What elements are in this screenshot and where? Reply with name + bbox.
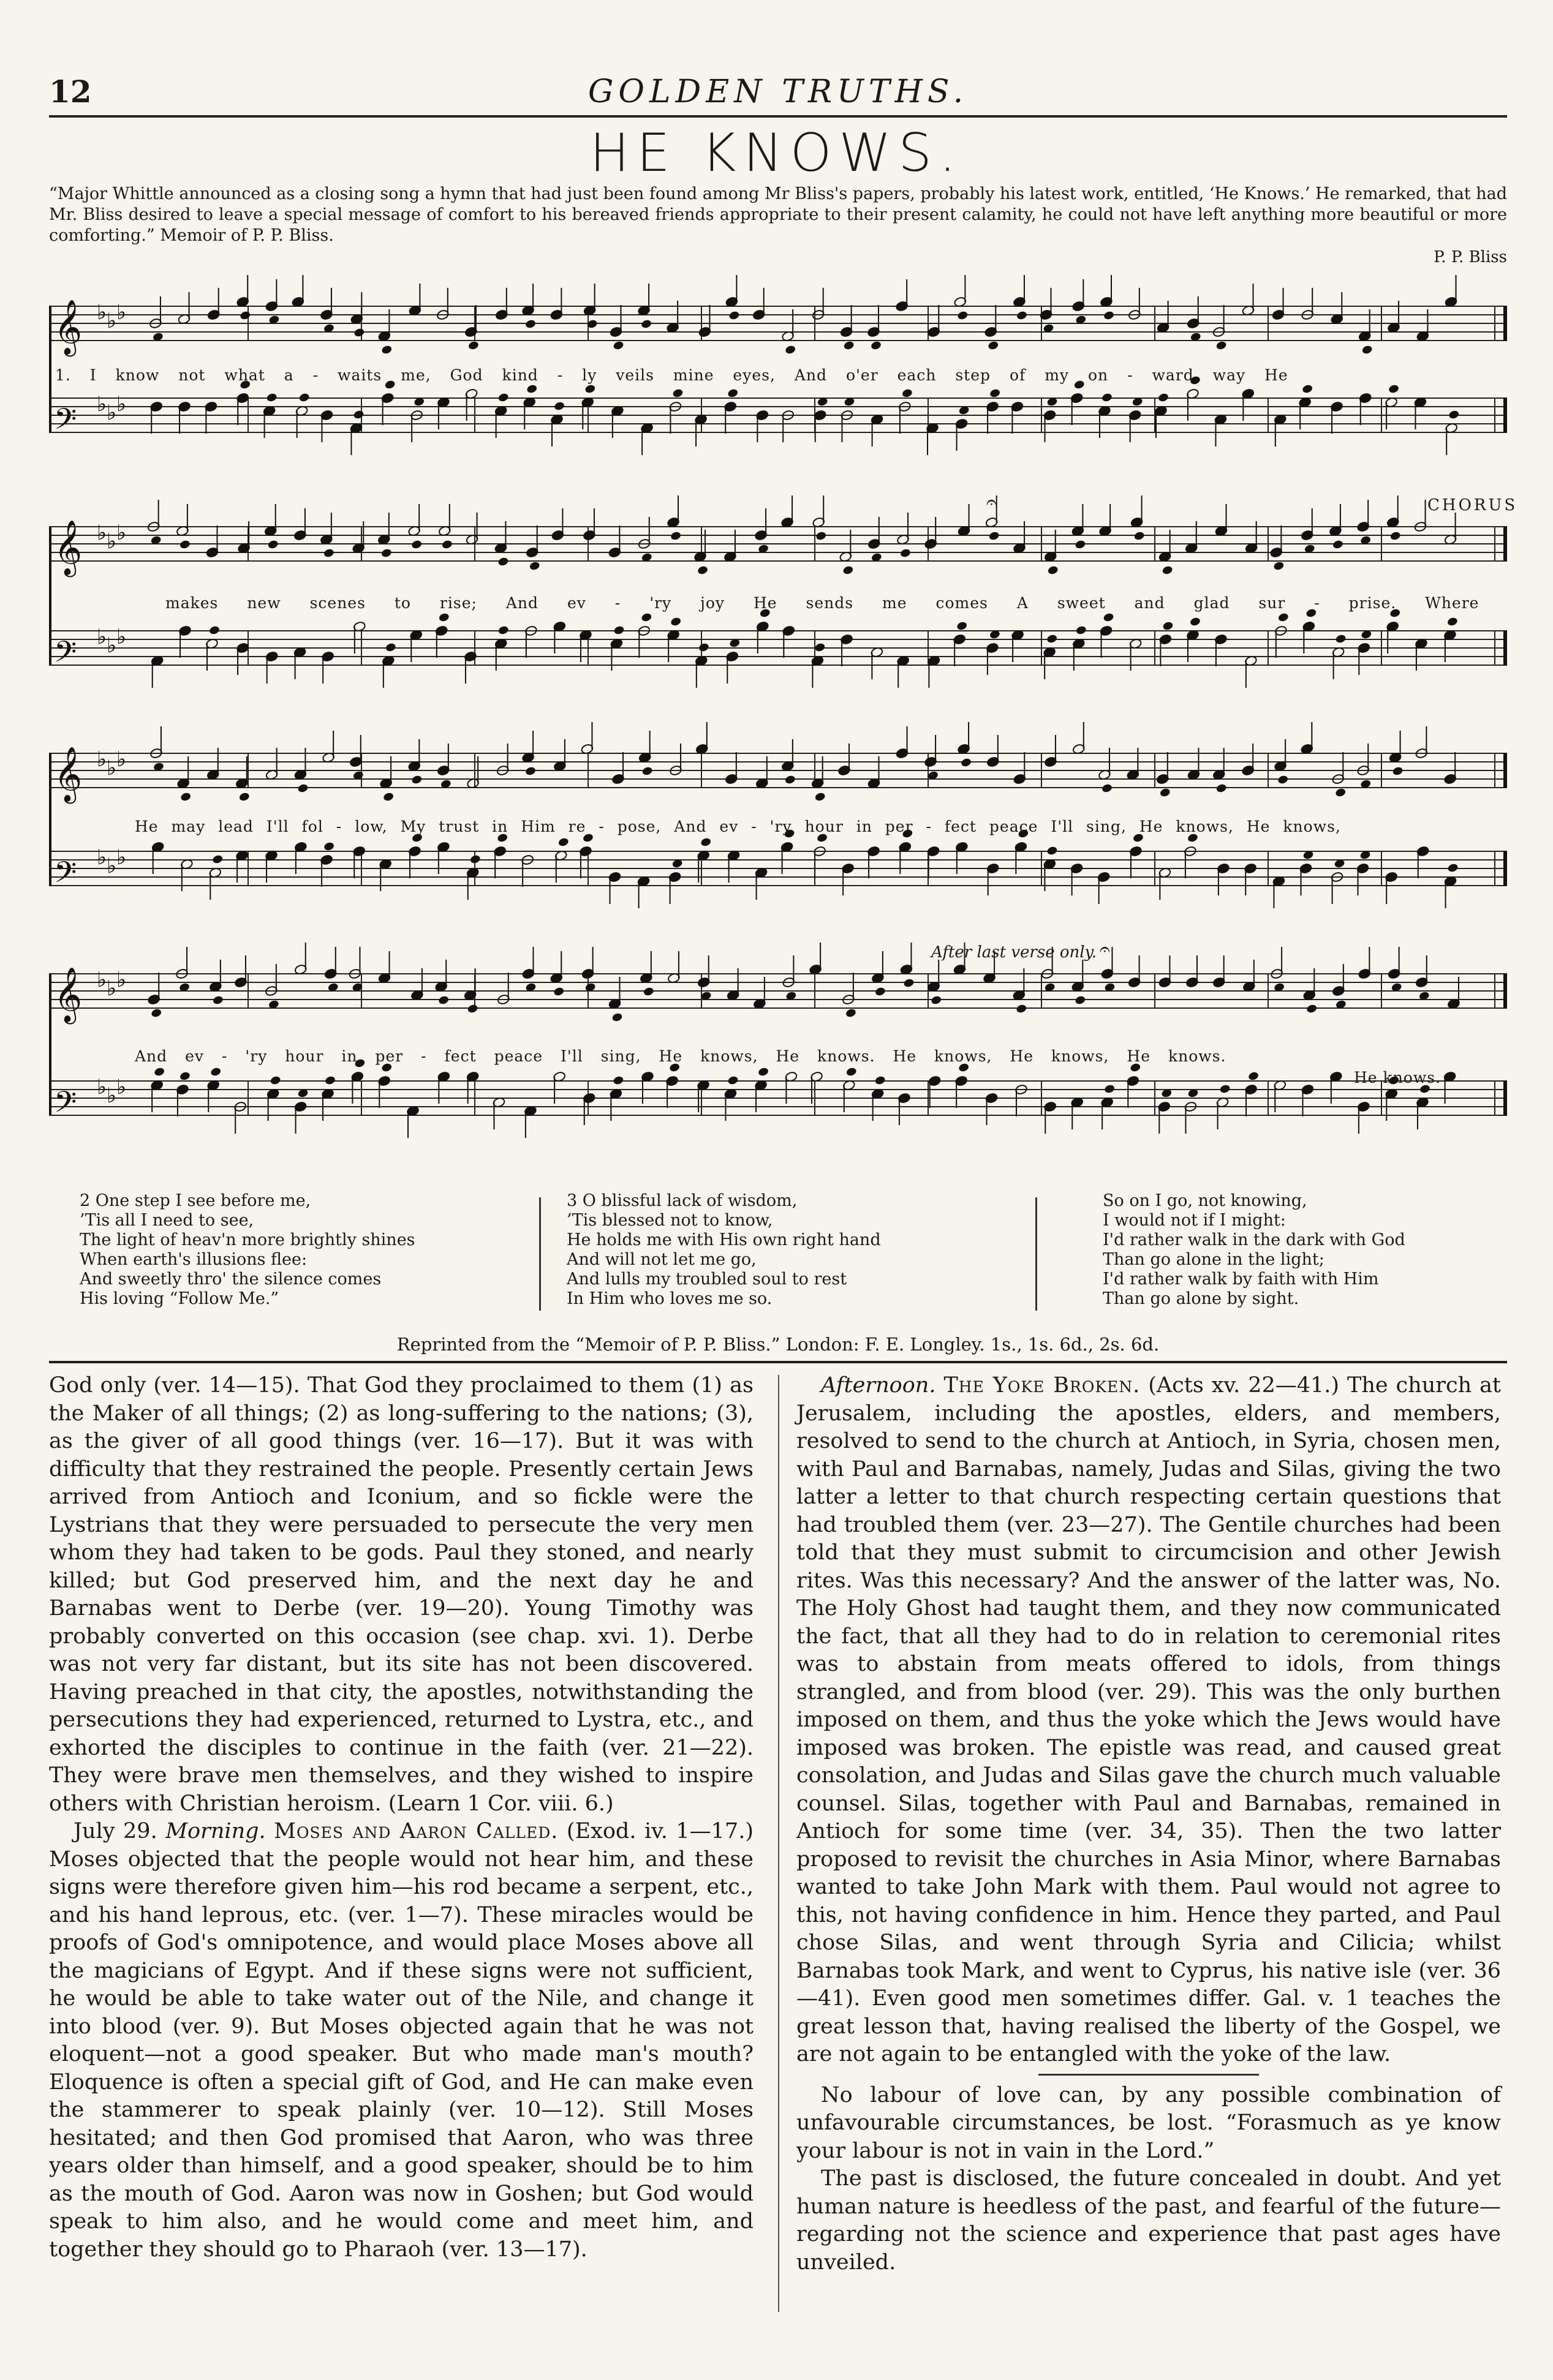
- note-head: [641, 612, 652, 623]
- page-number: 12: [49, 73, 92, 110]
- note-head: [1075, 995, 1086, 1006]
- note-head: [1215, 783, 1227, 794]
- note-head: [411, 540, 423, 550]
- note-head: [497, 557, 509, 567]
- entry-body: (Exod. iv. 1—17.) Moses objected that the people would not hear him, and these signs were therefore given him—his rod became a serpent, etc., and his hand leprous, etc. (ver. 1—7). These miracles would be proofs of God's omnipotence, and would place Moses above all the magicians of Egypt. And if these signs were not sufficient, he would be able to take water out of the Nile, and change it into blood (ver. 9). But Moses objected again that he was not eloquent—not a good speaker. But who made man's mouth? Eloquence is often a special gift of God, and He can make even the stammerer to speak plainly (ver. 10—12). Still Moses hesitated; and then God promised that Aaron, who was three years older than himself, and a good speaker, should be to him as the mouth of God. Aaron was now in Goshen; but God would speak to him also, and he would come and meet him, and together they should go to Pharaoh (ver. 13—17).: [49, 1819, 754, 2262]
- verse-divider: [539, 1197, 541, 1311]
- verse-line: He holds me with His own right hand: [567, 1230, 881, 1249]
- note-head: [672, 388, 684, 399]
- verse-line: Than go alone by sight.: [1103, 1289, 1299, 1308]
- note-head: [697, 565, 708, 576]
- note-head: [931, 995, 942, 1006]
- note-head: [670, 617, 682, 627]
- note-head: [266, 393, 278, 403]
- note-head: [154, 1067, 165, 1077]
- flat-sign: ♭: [116, 625, 127, 649]
- fermata-icon: 𝄐: [1100, 939, 1110, 960]
- flat-sign: ♭: [107, 529, 117, 554]
- right-paragraph-1: [796, 1372, 1501, 2069]
- flat-sign: ♭: [107, 976, 117, 1001]
- note-head: [353, 410, 365, 420]
- note-head: [613, 341, 624, 351]
- flat-sign: ♭: [97, 625, 107, 649]
- note-head: [870, 341, 882, 351]
- note-head: [1075, 625, 1087, 636]
- note-head: [1075, 540, 1086, 550]
- verse-line: ’Tis all I need to see,: [80, 1211, 254, 1230]
- treble-clef: 𝄞: [54, 747, 83, 802]
- note-head: [815, 531, 827, 541]
- note-head: [961, 758, 972, 768]
- entry-time: Morning.: [165, 1819, 266, 1843]
- note-head: [323, 548, 334, 559]
- header-rule: [49, 115, 1507, 118]
- note-head: [557, 837, 569, 848]
- left-column: [49, 1372, 754, 2264]
- verse-line: I'd rather walk by faith with Him: [1103, 1270, 1379, 1289]
- note-head: [1046, 634, 1058, 644]
- verse-line: And lulls my troubled soul to rest: [567, 1270, 847, 1289]
- note-head: [1215, 341, 1227, 351]
- note-head: [497, 625, 509, 636]
- flat-sign: ♭: [97, 300, 107, 325]
- note-head: [584, 384, 596, 394]
- note-head: [1392, 766, 1404, 777]
- note-head: [698, 642, 709, 653]
- note-head: [784, 775, 796, 785]
- flat-sign: ♭: [116, 845, 127, 870]
- note-head: [497, 393, 509, 403]
- flat-sign: ♭: [116, 521, 127, 545]
- note-head: [238, 792, 250, 802]
- lyric-line-3: He may lead I'll fol - low, My trust in Him re - pose, And ev - 'ry hour in per - fect peace I'll sing, He knows, He knows,: [135, 818, 1341, 835]
- fermata-icon: 𝄐: [986, 492, 997, 513]
- flat-sign: ♭: [116, 300, 127, 325]
- note-head: [874, 987, 886, 997]
- note-head: [814, 642, 826, 653]
- note-head: [1016, 311, 1027, 321]
- note-head: [988, 531, 1000, 541]
- lyric-line-1: 1. I know not what a - waits me, God kind - ly veils mine eyes, And o'er each step of my on - ward way He: [55, 366, 1288, 384]
- note-head: [1388, 384, 1400, 394]
- note-head: [297, 783, 309, 794]
- verse-line: 2 One step I see before me,: [80, 1191, 311, 1210]
- verse-4: [1103, 1191, 1553, 1309]
- note-head: [1157, 393, 1169, 403]
- note-head: [613, 1075, 624, 1086]
- verse-line: His loving “Follow Me.”: [80, 1289, 279, 1308]
- verse-line: And sweetly thro' the silence comes: [80, 1270, 382, 1289]
- after-last-verse-label: After last verse only.: [931, 943, 1097, 962]
- note-head: [441, 540, 453, 550]
- bass-clef: 𝄢: [54, 402, 77, 443]
- flat-sign: ♭: [97, 521, 107, 545]
- note-head: [700, 837, 712, 848]
- note-head: [1447, 863, 1459, 873]
- note-head: [1389, 531, 1401, 541]
- note-head: [383, 792, 395, 802]
- note-head: [785, 345, 796, 355]
- note-head: [903, 978, 915, 989]
- lyric-line-4-extra: He knows.: [1354, 1069, 1442, 1086]
- note-head: [210, 1067, 222, 1077]
- entry-body: (Acts xv. 22—41.) The church at Jerusalem, including the apostles, elders, and members, resolved to send to the church at Antioch, in Syria, chosen men, with Paul and Barnabas, namely, Judas and Silas, giving the two latter a letter to that church respecting certain questions that had troubled them (ver. 23—27). The Gentile churches had been told that they must submit to circumcision and other Jewish rites. Was this necessary? And the answer of the latter was, No. The Holy Ghost had taught them, and they now communicated the fact, that all they had to do in relation to ceremonial rites was to abstain from meats offered to idols, from things strangled, and from blood (ver. 29). This was the only burthen imposed on them, and thus the yoke which the Jews would have imposed was broken. The epistle was read, and caused great consolation, and Judas and Silas gave the church much valuable counsel. Silas, together with Paul and Barnabas, remained in Antioch for some time (ver. 34, 35). Then the two latter proposed to revisit the churches in Asia Minor, where Barnabas wanted to take John Mark with them. Paul would not agree to this, not having confidence in him. Hence they parted, and Paul chose Silas, and went through Syria and Cilicia; whilst Barnabas took Mark, and went to Cyprus, his native isle (ver. 36—41). Even good men sometimes differ. Gal. v. 1 teaches the great lesson that, having realised the liberty of the Gospel, we are not again to be entangled with the yoke of the law.: [796, 1373, 1501, 2066]
- music-score: [49, 263, 1518, 1182]
- note-head: [874, 1075, 886, 1086]
- note-head: [1361, 345, 1373, 355]
- flat-sign: ♭: [107, 854, 117, 878]
- entry-title: The Yoke Broken.: [943, 1373, 1141, 1398]
- verse-2: [80, 1191, 545, 1309]
- column-divider: [778, 1375, 779, 2312]
- note-head: [901, 388, 913, 399]
- score-svg: [49, 263, 1507, 1182]
- note-head: [641, 766, 653, 777]
- note-head: [324, 1075, 336, 1086]
- verse-line: The light of heav'n more brightly shines: [80, 1230, 415, 1249]
- note-head: [411, 775, 423, 785]
- note-head: [1189, 617, 1201, 627]
- flat-sign: ♭: [107, 633, 117, 658]
- flat-sign: ♭: [97, 845, 107, 870]
- note-head: [611, 1012, 623, 1023]
- verse-divider: [1035, 1197, 1037, 1311]
- note-head: [1103, 612, 1114, 623]
- right-column: [796, 1372, 1501, 2276]
- bass-clef: 𝄢: [54, 855, 77, 897]
- note-head: [1159, 788, 1171, 798]
- note-head: [1162, 621, 1174, 631]
- note-head: [525, 766, 537, 777]
- reprint-note: Reprinted from the “Memoir of P. P. Bliss.” London: F. E. Longley. 1s., 1s. 6d., 2s. 6d.: [396, 1334, 1160, 1355]
- running-head: GOLDEN TRUTHS.: [588, 73, 969, 110]
- note-head: [526, 384, 538, 394]
- treble-clef: 𝄞: [54, 967, 83, 1022]
- note-head: [212, 995, 224, 1006]
- note-head: [988, 341, 999, 351]
- note-head: [529, 561, 540, 571]
- note-head: [240, 311, 251, 321]
- note-head: [467, 1004, 478, 1014]
- paragraph-rule: [1038, 2074, 1259, 2076]
- treble-clef: 𝄞: [54, 520, 83, 575]
- hymn-intro: “Major Whittle announced as a closing song a hymn that had just been found among Mr Bliss's papers, probably his latest work, entitled, ‘He Knows.’ He remarked, that had Mr. Bliss desired to leave a special message of comfort to his bereaved friends appropriate to their present calamity, he could not have left anything more beautiful or more comforting.” Memoir of P. P. Bliss.: [49, 184, 1507, 245]
- note-head: [553, 987, 565, 997]
- note-head: [1448, 410, 1460, 420]
- entry-date: July 29.: [74, 1819, 157, 1843]
- hymn-verses: [49, 1191, 1507, 1320]
- note-head: [469, 854, 481, 865]
- note-head: [208, 625, 220, 636]
- note-head: [1103, 311, 1114, 321]
- note-head: [1302, 384, 1313, 394]
- section-rule: [49, 1361, 1507, 1363]
- flat-sign: ♭: [97, 1075, 107, 1099]
- note-head: [643, 987, 654, 997]
- flat-sign: ♭: [116, 1075, 127, 1099]
- lyric-line-2: makes new scenes to rise; And ev - 'ry joy He sends me comes A sweet and glad sur - prise. Where: [165, 594, 1479, 612]
- note-head: [814, 792, 826, 802]
- verse-3: [567, 1191, 1032, 1309]
- chorus-label: CHORUS: [1427, 496, 1518, 514]
- note-head: [1332, 540, 1343, 550]
- note-head: [727, 1075, 739, 1086]
- note-head: [1335, 788, 1347, 798]
- note-head: [267, 540, 279, 550]
- note-head: [525, 319, 537, 330]
- note-head: [323, 842, 335, 852]
- note-head: [845, 1008, 856, 1019]
- note-head: [727, 388, 739, 399]
- note-head: [957, 311, 969, 321]
- note-head: [842, 565, 854, 576]
- note-head: [151, 1008, 162, 1019]
- treble-clef: 𝄞: [54, 299, 83, 355]
- flat-sign: ♭: [116, 392, 127, 416]
- note-head: [1247, 1071, 1259, 1082]
- note-head: [1162, 565, 1173, 576]
- note-head: [1446, 617, 1458, 627]
- flat-sign: ♭: [97, 747, 107, 772]
- right-paragraph-2: No labour of love can, by any possible combination of unfavourable circumstances, be lost. “Forasmuch as ye know your labour is not in vain in the Lord.”: [796, 2082, 1501, 2163]
- note-head: [385, 642, 396, 653]
- note-head: [212, 854, 224, 865]
- note-head: [438, 612, 450, 623]
- note-head: [641, 319, 652, 330]
- verse-line: ’Tis blessed not to know,: [567, 1211, 773, 1230]
- verse-line: I'd rather walk in the dark with God: [1103, 1230, 1405, 1249]
- note-head: [1101, 393, 1113, 403]
- bass-clef: 𝄢: [54, 1085, 77, 1126]
- note-head: [845, 1067, 857, 1077]
- flat-sign: ♭: [97, 392, 107, 416]
- flat-sign: ♭: [107, 1083, 117, 1108]
- note-head: [298, 393, 310, 403]
- note-head: [1047, 565, 1059, 576]
- note-head: [613, 625, 625, 636]
- left-paragraph-2: [49, 1818, 754, 2264]
- note-head: [1219, 1084, 1231, 1094]
- note-head: [380, 548, 392, 559]
- note-head: [179, 1071, 191, 1082]
- note-head: [1273, 561, 1285, 571]
- note-head: [956, 621, 968, 631]
- note-head: [1133, 531, 1145, 541]
- left-paragraph-1: God only (ver. 14—15). That God they proclaimed to them (1) as the Maker of all things; (2) as long-suffering to the nations; (3), as the giver of all good things (ver. 16—17). But it was with difficulty that they restrained the people. Presently certain Jews arrived from Antioch and Iconium, and so fickle were the Lystrians that they were persuaded to persecute the very men whom they had taken to be gods. Paul they stoned, and nearly killed; but God preserved him, and the next day he and Barnabas went to Derbe (ver. 19—20). Young Timothy was probably converted on this occasion (see chap. xvi. 1). Derbe was not very far distant, but its site has not been discovered. Having preached in that city, the apostles, notwithstanding the persecutions they had experienced, returned to Lystra, etc., and exhorted the disciples to continue in the faith (ver. 21—22). They were brave men themselves, and they wished to inspire others with Christian heroism. (Learn 1 Cor. viii. 6.): [49, 1373, 754, 1816]
- entry-title: Moses and Aaron Called.: [274, 1819, 559, 1843]
- note-head: [179, 540, 191, 550]
- verse-line: In Him who loves me so.: [567, 1289, 773, 1308]
- flat-sign: ♭: [97, 968, 107, 992]
- note-head: [728, 311, 740, 321]
- verse-line: And will not let me go,: [567, 1250, 757, 1269]
- entry-time: Afternoon.: [821, 1373, 936, 1398]
- note-head: [438, 995, 450, 1006]
- composer: P. P. Bliss: [1434, 248, 1507, 266]
- hymn-title: HE KNOWS.: [589, 122, 964, 184]
- flat-sign: ♭: [107, 756, 117, 780]
- bass-clef: 𝄢: [54, 635, 77, 676]
- note-head: [843, 341, 855, 351]
- verse-line: I would not if I might:: [1103, 1211, 1286, 1230]
- note-head: [1104, 1084, 1116, 1094]
- flat-sign: ♭: [107, 401, 117, 425]
- note-head: [757, 1067, 769, 1077]
- note-head: [180, 792, 192, 802]
- note-head: [1277, 775, 1289, 785]
- note-head: [381, 345, 393, 355]
- note-head: [553, 401, 565, 412]
- note-head: [353, 328, 365, 338]
- note-head: [670, 531, 681, 541]
- flat-sign: ♭: [107, 309, 117, 333]
- page-header: [49, 73, 1507, 116]
- verse-line: 3 O blissful lack of wisdom,: [567, 1191, 798, 1210]
- note-head: [270, 1075, 281, 1086]
- verse-line: So on I go, not knowing,: [1103, 1191, 1307, 1210]
- note-head: [1306, 1004, 1318, 1014]
- note-head: [1046, 846, 1058, 856]
- right-paragraph-3: The past is disclosed, the future concealed in doubt. And yet human nature is heedless of the past, and fearful of the future—regarding not the science and experience that past ages have unveiled.: [796, 2166, 1501, 2275]
- note-head: [1016, 1004, 1027, 1014]
- note-head: [899, 548, 911, 559]
- note-head: [1277, 612, 1289, 623]
- note-head: [1335, 634, 1347, 644]
- verse-line: When earth's illusions flee:: [80, 1250, 308, 1269]
- note-head: [467, 341, 479, 351]
- note-head: [989, 388, 1001, 399]
- lyric-line-4: And ev - 'ry hour in per - fect peace I'll sing, He knows, He knows. He knows, He knows, He knows.: [135, 1047, 1226, 1065]
- verse-line: Than go alone in the light;: [1103, 1250, 1324, 1269]
- flat-sign: ♭: [116, 968, 127, 992]
- note-head: [1101, 783, 1113, 794]
- flat-sign: ♭: [116, 747, 127, 772]
